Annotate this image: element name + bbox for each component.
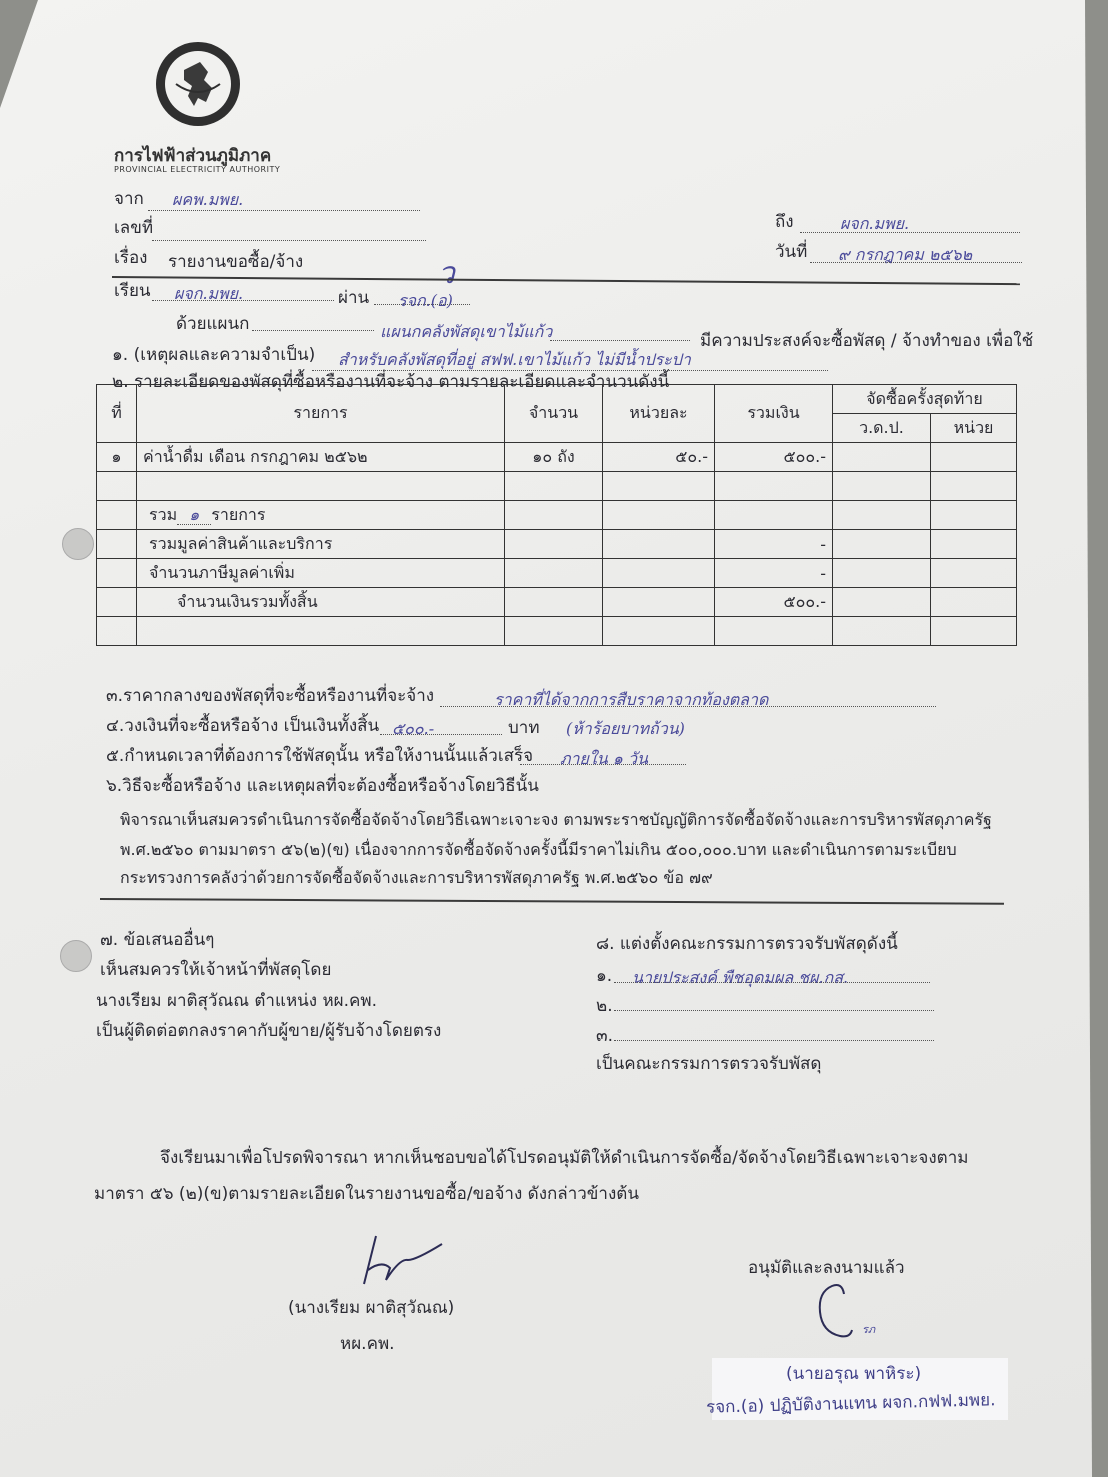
committee-member-1-no: ๑. [596,966,613,986]
handwritten-initial: ว [438,256,455,291]
committee-member-1: นายประสงค์ พืชอุดมผล ชผ.กส. [632,968,849,987]
closing-line-2: มาตรา ๕๖ (๒)(ข)ตามรายละเอียดในรายงานขอซื้อ/ขอจ้าง ดังกล่าวข้างต้น [94,1184,639,1204]
subject-value: รายงานขอซื้อ/จ้าง [168,252,304,272]
signer-right-name: (นายอรุณ พาหิระ) [786,1364,922,1384]
vat-label: จำนวนภาษีมูลค่าเพิ่ม [137,559,505,588]
signer-left-name: (นางเรียม ผาติสุวัณณ) [288,1298,455,1318]
sum-count: ๑ [177,505,211,525]
method-label: ๖.วิธีจะซื้อหรือจ้าง และเหตุผลที่จะต้องซื้อหรือจ้างโดยวิธีนั้น [106,776,539,796]
budget-amount: ๕๐๐.- [392,719,435,738]
pea-logo [154,40,242,128]
signature-right-mark: รภ [862,1323,876,1336]
to-dotted-line [800,232,1020,233]
budget-dotted-line [380,734,502,735]
table-row [97,443,1017,472]
median-price-dotted-line [440,706,936,707]
org-name-thai: การไฟฟ้าส่วนภูมิภาค [114,146,272,166]
deadline-label: ๕.กำหนดเวลาที่ต้องการใช้พัสดุนั้น หรือให้งานนั้นแล้วเสร็จ [106,746,534,766]
method-line-2: พ.ศ.๒๕๖๐ ตามมาตรา ๕๖(๒)(ข) เนื่องจากการจัดซื้อจัดจ้างครั้งนี้มีราคาไม่เกิน ๕๐๐,๐๐๐.บาท และดำเนินการตามระเบียบ [120,840,957,859]
table-row-vat [97,559,1017,588]
signature-left [356,1230,448,1292]
header-total: รวมเงิน [715,385,833,443]
committee-member-1-line [614,982,930,983]
to-label: ถึง [775,212,794,232]
sum-items-cell [137,501,505,530]
dear-value: ผจก.มพย. [174,284,244,303]
row-last-unit [931,443,1017,472]
other-proposal-line-3: เป็นผู้ติดต่อตกลงราคากับผู้ขาย/ผู้รับจ้างโดยตรง [96,1021,442,1041]
other-proposal-line-1: เห็นสมควรให้เจ้าหน้าที่พัสดุโดย [100,960,332,980]
goods-value: - [715,530,833,559]
row-unit-price: ๕๐.- [603,443,715,472]
grand-total-value: ๕๐๐.- [715,588,833,617]
budget-unit: บาท [508,718,540,738]
details-label: ๒. รายละเอียดของพัสดุที่ซื้อหรืองานที่จะจ้าง ตามรายละเอียดและจำนวนดังนี้ [112,372,670,392]
dear-label: เรียน [114,281,151,301]
dept-value: แผนกคลังพัสดุเขาไม้แก้ว [380,322,553,341]
signer-left-title: หผ.คพ. [340,1334,395,1354]
to-value: ผจก.มพย. [840,214,910,233]
method-line-3: กระทรวงการคลังว่าด้วยการจัดซื้อจัดจ้างและการบริหารพัสดุภาครัฐ พ.ศ.๒๕๖๐ ข้อ ๗๙ [120,868,713,887]
doc-number-dotted-line [152,240,426,241]
closing-line-1: จึงเรียนมาเพื่อโปรดพิจารณา หากเห็นชอบขอได้โปรดอนุมัติให้ดำเนินการจัดซื้อ/จัดจ้างโดยวิธีเฉพาะเจาะจงตาม [160,1148,969,1168]
via-value: รจก.(อ) [398,291,453,310]
via-dotted-line [374,304,470,305]
goods-value-label: รวมมูลค่าสินค้าและบริการ [137,530,505,559]
budget-words: (ห้าร้อยบาทถ้วน) [566,719,685,738]
org-name-english: PROVINCIAL ELECTRICITY AUTHORITY [114,165,281,174]
deadline-value: ภายใน ๑ วัน [560,749,648,768]
from-dotted-line [148,210,420,211]
committee-member-3-no: ๓. [596,1026,614,1046]
other-proposal-label: ๗. ข้อเสนออื่นๆ [100,930,215,950]
vat-value: - [715,559,833,588]
items-table [96,384,1017,646]
dept-dotted-line-1 [252,330,374,331]
from-value: ผคพ.มพย. [172,190,244,209]
header-qty: จำนวน [505,385,603,443]
committee-footer: เป็นคณะกรรมการตรวจรับพัสดุ [596,1054,822,1074]
sum-suffix: รายการ [211,504,266,524]
deadline-dotted-line [520,764,686,765]
median-price-label: ๓.ราคากลางของพัสดุที่จะซื้อหรืองานที่จะจ้าง [106,686,435,706]
table-row-sum [97,501,1017,530]
grand-total-label: จำนวนเงินรวมทั้งสิ้น [137,588,505,617]
table-row-empty-bottom [97,617,1017,646]
reason-label: ๑. (เหตุผลและความจำเป็น) [112,345,316,365]
subject-label: เรื่อง [114,248,148,268]
date-dotted-line [810,262,1022,263]
intent-text: มีความประสงค์จะซื้อพัสดุ / จ้างทำของ เพื่อใช้ [700,331,1034,351]
header-item: รายการ [137,385,505,443]
method-line-1: พิจารณาเห็นสมควรดำเนินการจัดซื้อจัดจ้างโดยวิธีเฉพาะเจาะจง ตามพระราชบัญญัติการจัดซื้อจัดจ้างและการบริหารพัสดุภาครัฐ [120,810,992,829]
committee-member-2-no: ๒. [596,996,613,1016]
table-row-grand-total [97,588,1017,617]
header-last-date: ว.ด.ป. [833,414,931,443]
from-label: จาก [114,189,144,209]
dept-label: ด้วยแผนก [176,314,250,334]
dept-dotted-line-2 [550,340,690,341]
header-no: ที่ [97,385,137,443]
other-proposal-line-2: นางเรียม ผาติสุวัณณ ตำแหน่ง หผ.คพ. [96,991,378,1011]
table-row-empty [97,472,1017,501]
signer-right-title: รจก.(อ) ปฏิบัติงานแทน ผจก.กฟฟ.มพย. [705,1390,996,1418]
row-item: ค่าน้ำดื่ม เดือน กรกฎาคม ๒๕๖๒ [137,443,505,472]
committee-label: ๘. แต่งตั้งคณะกรรมการตรวจรับพัสดุดังนี้ [596,934,898,954]
table-row-goods-value [97,530,1017,559]
date-label: วันที่ [775,242,808,262]
dear-dotted-line [152,300,334,301]
header-last-unit: หน่วย [931,414,1017,443]
header-unit-price: หน่วยละ [603,385,715,443]
approved-text: อนุมัติและลงนามแล้ว [748,1258,905,1278]
budget-label: ๔.วงเงินที่จะซื้อหรือจ้าง เป็นเงินทั้งสิ้น [106,716,380,736]
row-qty: ๑๐ ถัง [505,443,603,472]
date-value: ๙ กรกฎาคม ๒๕๖๒ [838,245,973,264]
reason-value: สำหรับคลังพัสดุที่อยู่ สฟฟ.เขาไม้แก้ว ไม่มีน้ำประปา [338,350,691,369]
row-no: ๑ [97,443,137,472]
punch-hole-top [62,528,94,560]
via-label: ผ่าน [338,288,370,308]
header-last-purchase: จัดซื้อครั้งสุดท้าย [833,385,1017,414]
row-last-date [833,443,931,472]
committee-member-3-line [614,1040,934,1041]
doc-number-label: เลขที่ [114,218,154,238]
sum-prefix: รวม [149,504,178,524]
committee-member-2-line [614,1010,934,1011]
row-total: ๕๐๐.- [715,443,833,472]
punch-hole-bottom [60,940,92,972]
median-price-value: ราคาที่ได้จากการสืบราคาจากท้องตลาด [494,690,769,709]
